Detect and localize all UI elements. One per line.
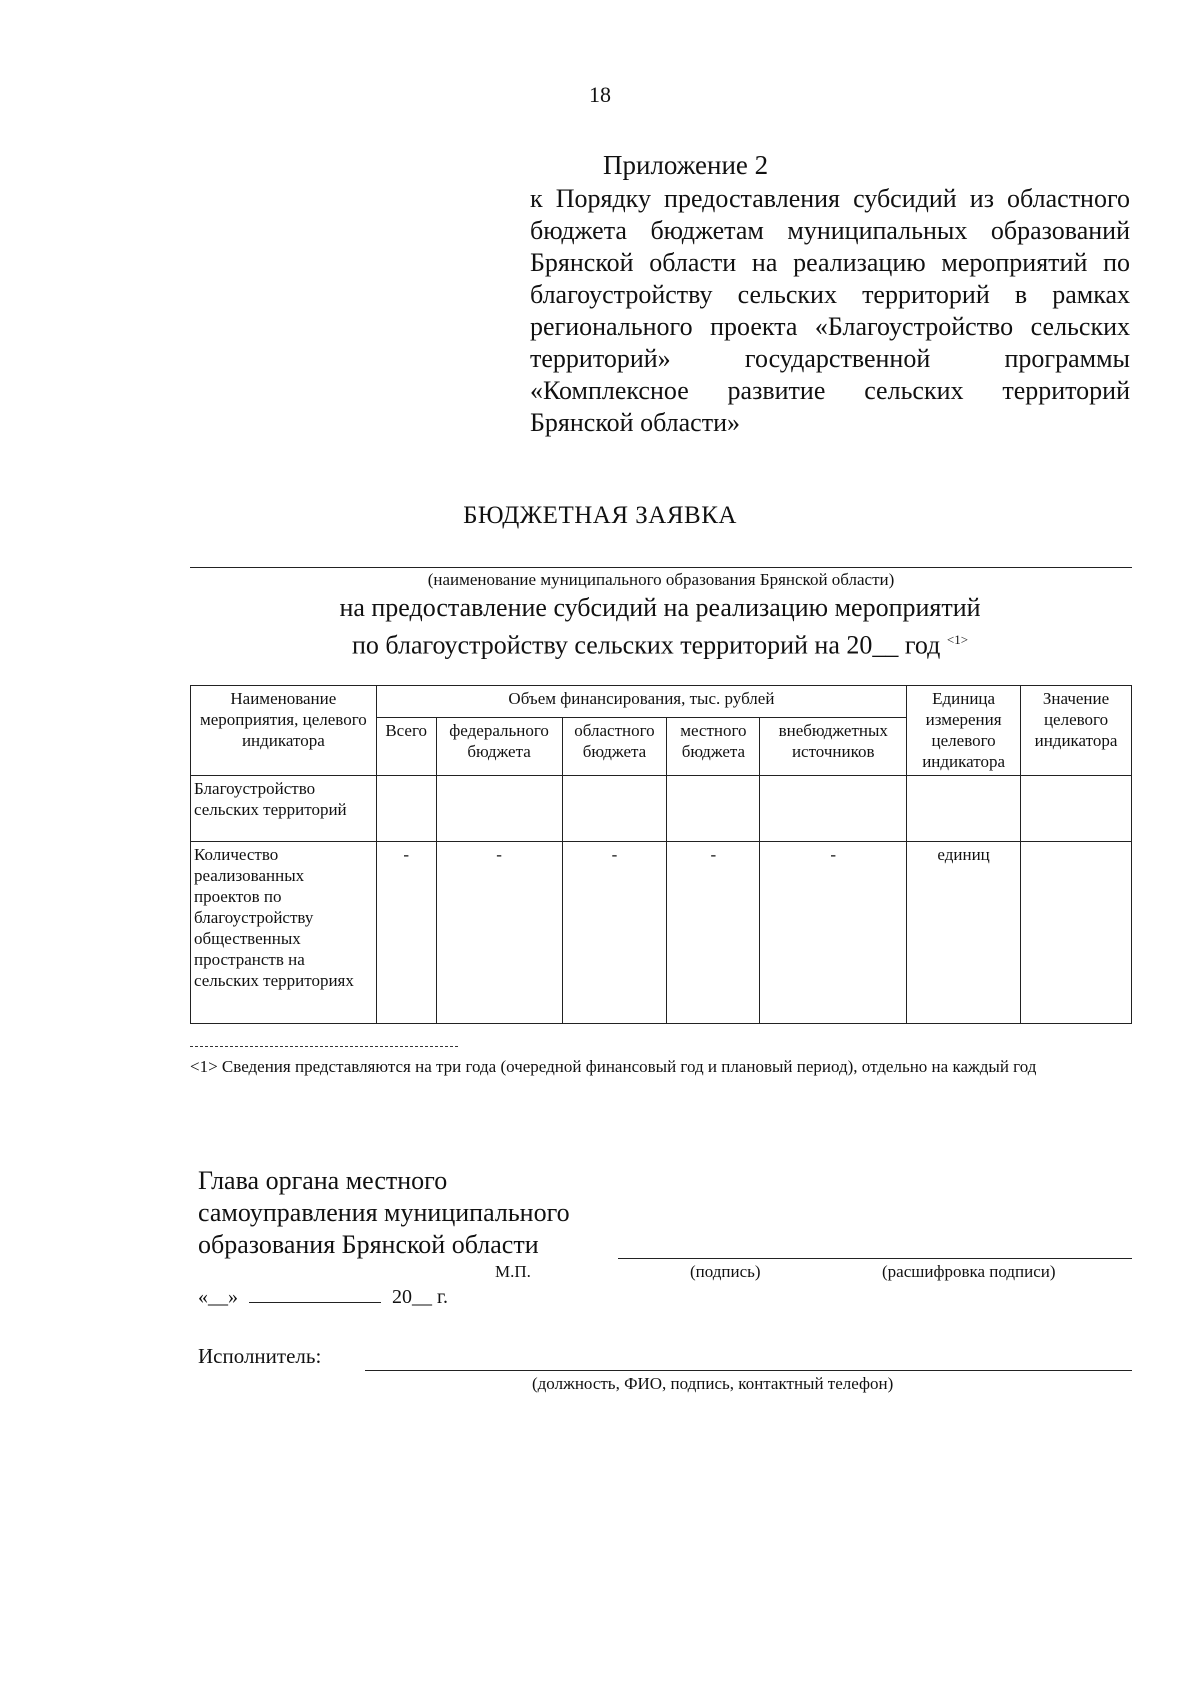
cell-federal xyxy=(436,776,562,842)
cell-regional xyxy=(562,776,667,842)
cell-value xyxy=(1021,776,1132,842)
signature-line xyxy=(618,1258,1132,1259)
subtitle-line-2 xyxy=(190,624,1130,662)
date-day: «__» xyxy=(198,1286,238,1308)
cell-local: - xyxy=(667,842,760,1024)
cell-local xyxy=(667,776,760,842)
executor-line xyxy=(365,1370,1132,1371)
cell-value xyxy=(1021,842,1132,1024)
signer-line-2: самоуправления муниципального xyxy=(198,1198,570,1227)
executor-label: Исполнитель: xyxy=(198,1344,322,1368)
table-row xyxy=(191,776,1132,842)
header-federal: федерального бюджета xyxy=(436,718,562,776)
subtitle-line-2-text: по благоустройству сельских территорий на 20__ год xyxy=(351,630,941,660)
cell-unit xyxy=(907,776,1021,842)
stamp-label: М.П. xyxy=(495,1262,531,1281)
cell-regional: - xyxy=(562,842,667,1024)
subtitle-line-1: на предоставление субсидий на реализацию мероприятий xyxy=(339,593,981,622)
appendix-reference: к Порядку предоставления субсидий из областного бюджета бюджетам муниципальных образований Брянской области на реализацию мероприятий по благоустройству сельских территорий в рамках регионального проекта «Благоустройство сельских территорий» государственной программы «Комплексное развитие сельских территорий Брянской области» xyxy=(530,184,1130,437)
header-total: Всего xyxy=(376,718,436,776)
footnote: <1> Сведения представляются на три года (очередной финансовый год и плановый период), отдельно на каждый год xyxy=(190,1057,1037,1076)
header-regional: областного бюджета xyxy=(562,718,667,776)
document-title: БЮДЖЕТНАЯ ЗАЯВКА xyxy=(463,502,737,529)
table-row xyxy=(191,842,1132,1024)
cell-federal: - xyxy=(436,842,562,1024)
date-year: 20__ г. xyxy=(392,1286,448,1308)
cell-unit: единиц xyxy=(907,842,1021,1024)
municipality-line xyxy=(190,567,1132,568)
cell-total: - xyxy=(376,842,436,1024)
document-subtitle xyxy=(190,592,1130,662)
cell-name: Благоустройство сельских территорий xyxy=(191,776,377,842)
footnote-separator xyxy=(190,1046,458,1047)
header-offbudget: внебюджетных источников xyxy=(760,718,907,776)
date-line xyxy=(198,1284,448,1309)
cell-name: Количество реализованных проектов по благоустройству общественных пространств на сельских территориях xyxy=(191,842,377,1024)
date-month-line xyxy=(249,1284,381,1303)
cell-total xyxy=(376,776,436,842)
subtitle-footnote-mark: <1> xyxy=(946,632,969,647)
appendix-title: Приложение 2 xyxy=(603,150,769,180)
signer-title xyxy=(198,1165,570,1261)
signature-label: (подпись) xyxy=(690,1262,761,1281)
signer-line-3: образования Брянской области xyxy=(198,1230,539,1259)
municipality-hint: (наименование муниципального образования Брянской области) xyxy=(427,570,895,589)
budget-table xyxy=(190,685,1132,1024)
header-financing: Объем финансирования, тыс. рублей xyxy=(376,686,906,718)
page-number: 18 xyxy=(589,82,611,107)
cell-offbudget xyxy=(760,776,907,842)
signature-decode-label: (расшифровка подписи) xyxy=(882,1262,1056,1281)
header-local: местного бюджета xyxy=(667,718,760,776)
executor-hint: (должность, ФИО, подпись, контактный телефон) xyxy=(532,1374,894,1393)
header-value: Значение целевого индикатора xyxy=(1021,686,1132,776)
signer-line-1: Глава органа местного xyxy=(198,1166,448,1195)
cell-offbudget: - xyxy=(760,842,907,1024)
header-unit: Единица измерения целевого индикатора xyxy=(907,686,1021,776)
header-name: Наименование мероприятия, целевого индикатора xyxy=(191,686,377,776)
